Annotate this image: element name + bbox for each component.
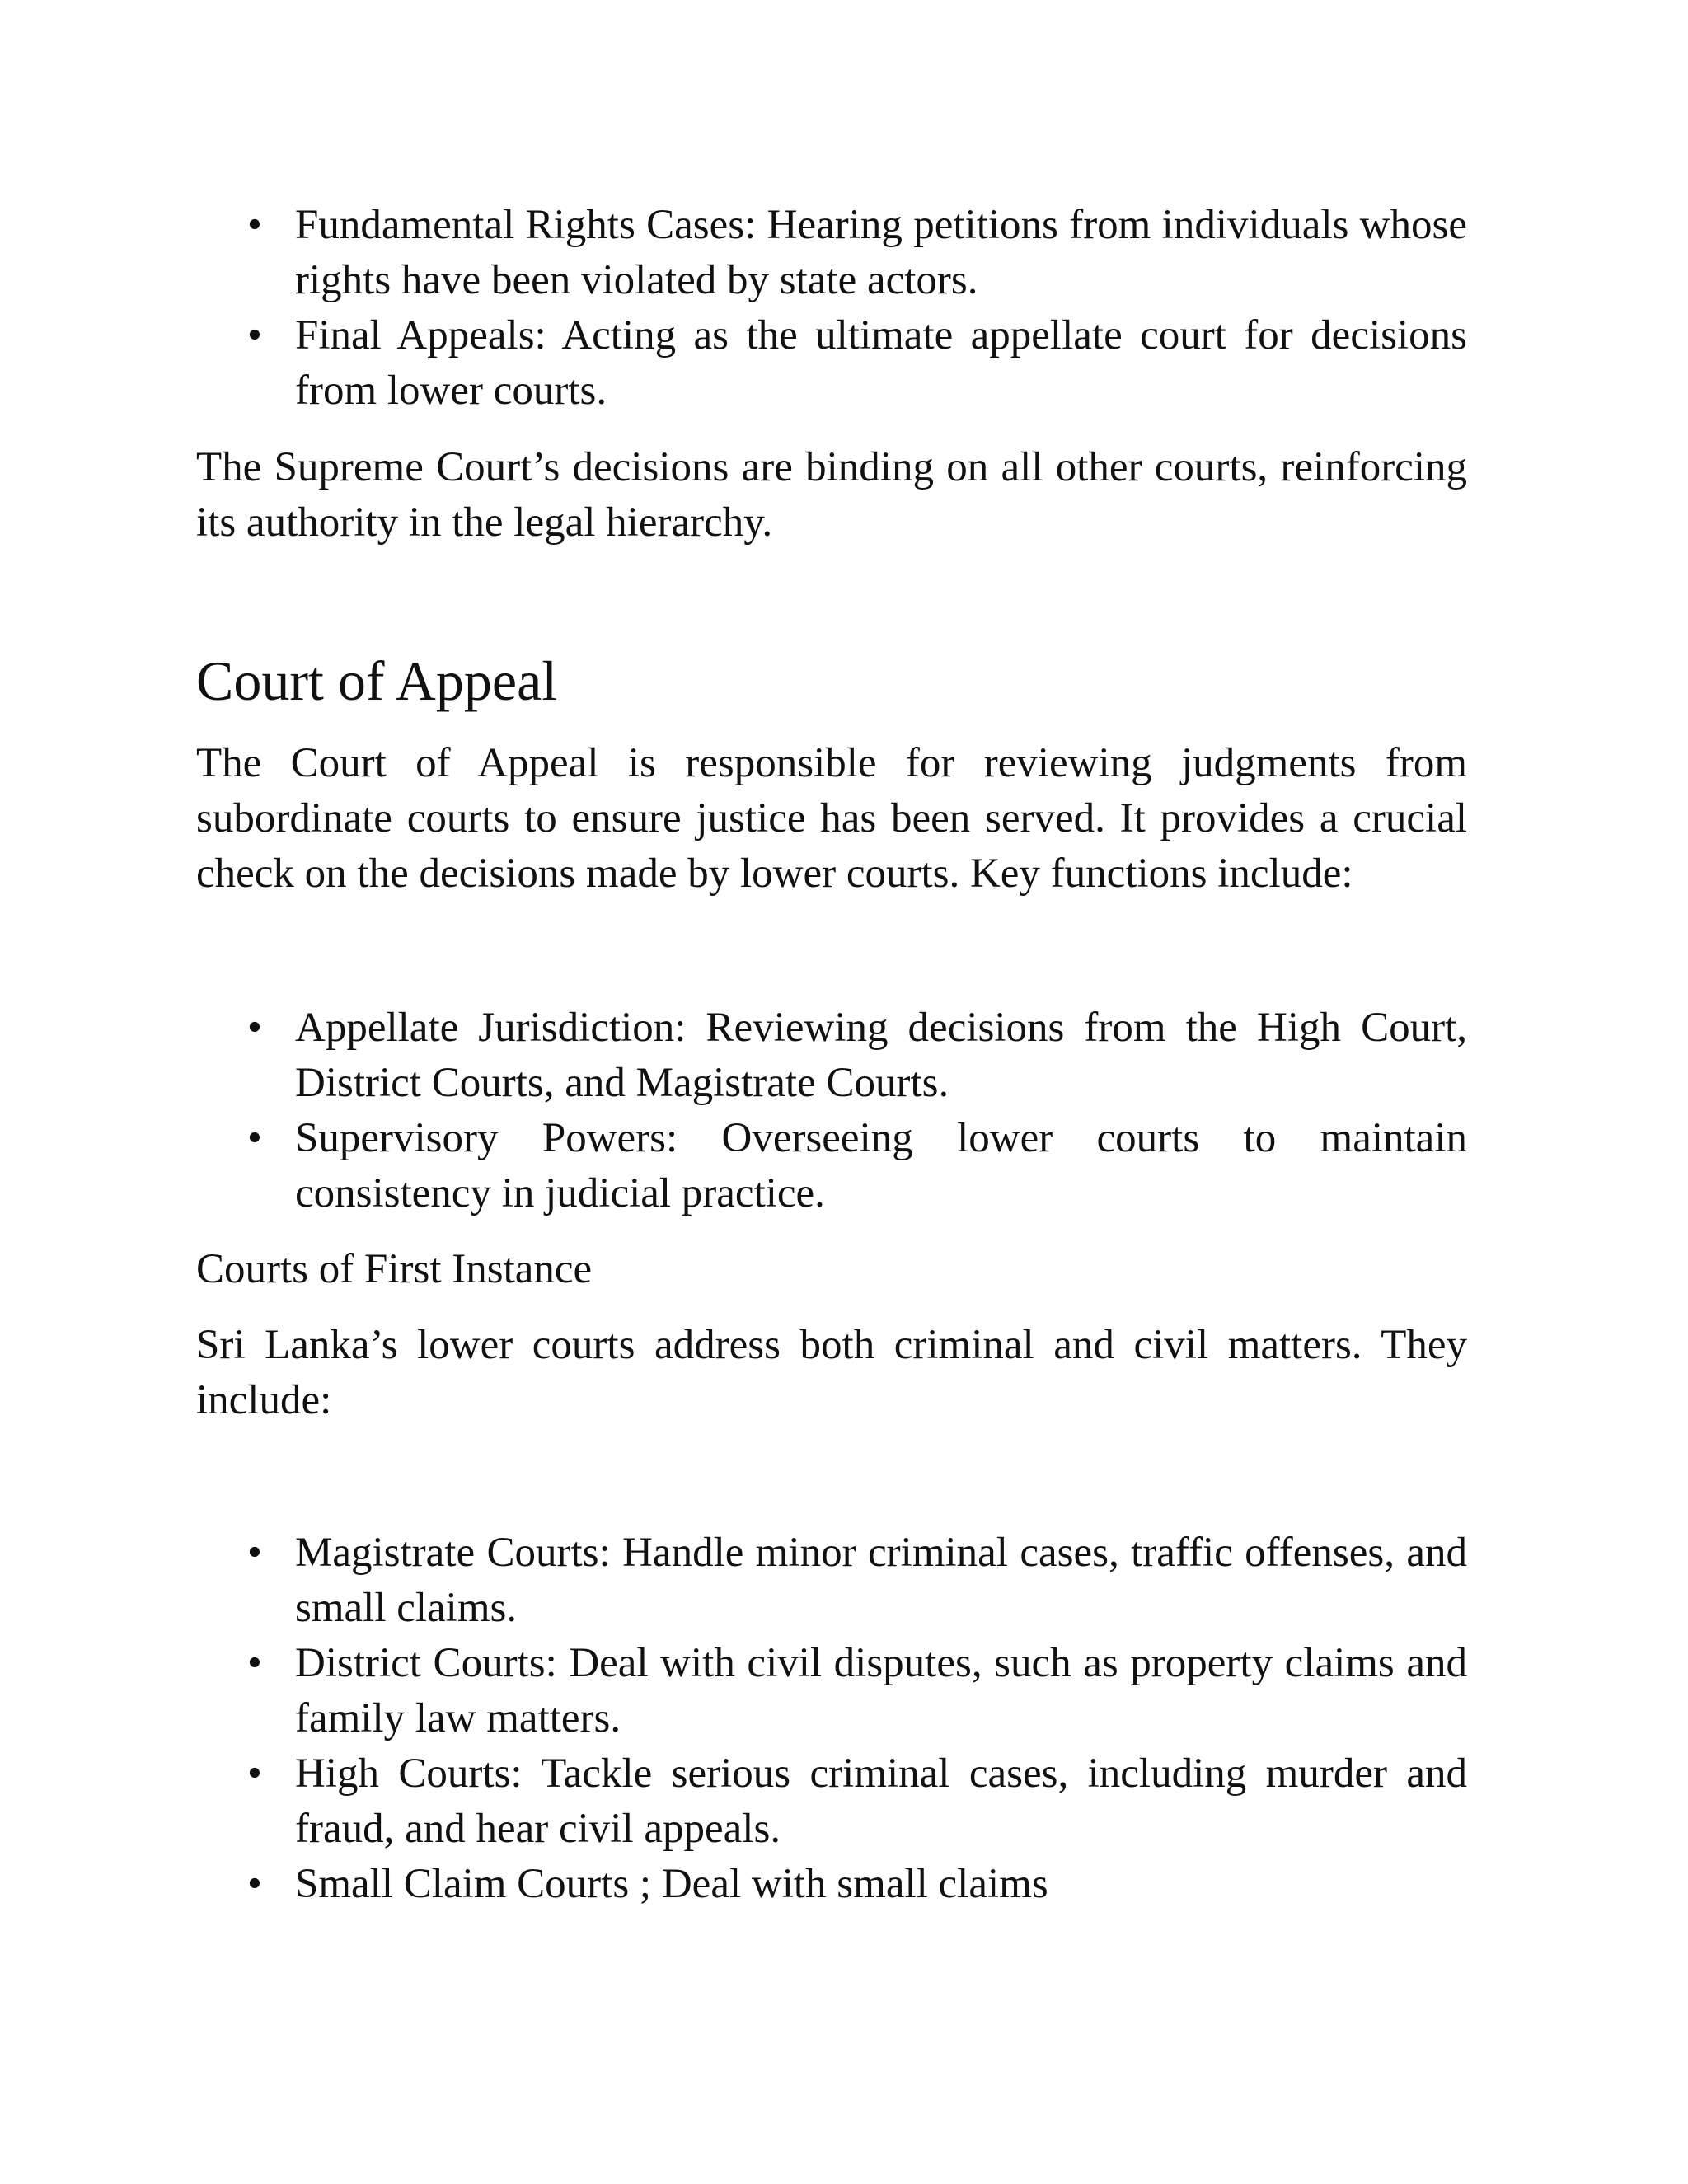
list-item-text: District Courts: Deal with civil disputes, such as property claims and family law matters. [295, 1640, 1467, 1741]
list-item [196, 1746, 1467, 1857]
bullet-icon: • [247, 1005, 262, 1051]
bullet-icon: • [247, 312, 262, 359]
bullet-icon: • [247, 202, 262, 248]
document-page [196, 0, 1467, 2184]
court-of-appeal-paragraph: The Court of Appeal is responsible for reviewing judgments from subordinate courts to ensure justice has been served. It provides a crucial check on the decisions made by lower courts. Key functions include: [196, 740, 1467, 897]
list-item-text: Supervisory Powers: Overseeing lower courts to maintain consistency in judicial practice. [295, 1115, 1467, 1216]
bullet-icon: • [247, 1115, 262, 1161]
bullet-icon: • [247, 1530, 262, 1576]
list-item-text: Fundamental Rights Cases: Hearing petitions from individuals whose rights have been violated by state actors. [295, 202, 1467, 303]
bullet-icon: • [247, 1861, 262, 1907]
list-item [196, 1001, 1467, 1111]
court-of-appeal-functions-list [196, 1001, 1467, 1221]
list-item [196, 1526, 1467, 1636]
list-item [196, 1636, 1467, 1746]
bullet-icon: • [247, 1750, 262, 1797]
first-instance-paragraph: Sri Lanka’s lower courts address both criminal and civil matters. They include: [196, 1322, 1467, 1423]
list-item-text: Magistrate Courts: Handle minor criminal cases, traffic offenses, and small claims. [295, 1530, 1467, 1631]
court-of-appeal-heading: Court of Appeal [196, 649, 558, 712]
list-item [196, 308, 1467, 419]
list-item [196, 198, 1467, 308]
list-item [196, 1857, 1467, 1912]
list-item-text: Appellate Jurisdiction: Reviewing decisions from the High Court, District Courts, and Magistrate Courts. [295, 1005, 1467, 1106]
list-item-text: Final Appeals: Acting as the ultimate appellate court for decisions from lower courts. [295, 312, 1467, 414]
supreme-court-paragraph: The Supreme Court’s decisions are binding on all other courts, reinforcing its authority in the legal hierarchy. [196, 444, 1467, 546]
list-item-text: High Courts: Tackle serious criminal cases, including murder and fraud, and hear civil appeals. [295, 1750, 1467, 1852]
first-instance-courts-list [196, 1526, 1467, 1912]
list-item [196, 1111, 1467, 1221]
list-item-text: Small Claim Courts ; Deal with small claims [295, 1861, 1048, 1907]
fundamental-rights-list [196, 198, 1467, 419]
courts-of-first-instance-heading: Courts of First Instance [196, 1246, 593, 1292]
bullet-icon: • [247, 1640, 262, 1686]
